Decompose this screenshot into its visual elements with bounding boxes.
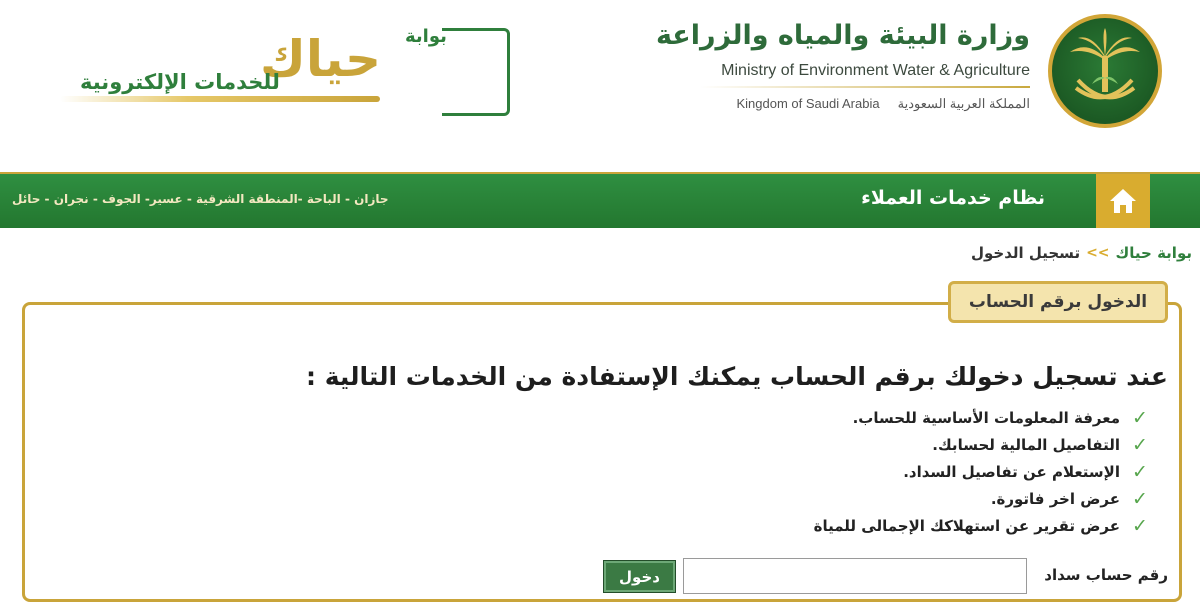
home-icon xyxy=(1108,187,1138,215)
list-item xyxy=(814,404,1150,431)
site-header xyxy=(0,0,1200,172)
benefit-text: عرض تقرير عن استهلاكك الإجمالى للمياة xyxy=(813,516,1120,535)
login-panel-tab xyxy=(948,281,1168,323)
header-divider-line xyxy=(700,86,1030,88)
services-intro-text: عند تسجيل دخولك برقم الحساب يمكنك الإستفادة من الخدمات التالية : xyxy=(306,362,1168,391)
regions-list: جازان - الباحة -المنطقة الشرقية - عسير- الجوف - نجران - حائل xyxy=(12,192,389,206)
ministry-name-arabic: وزارة البيئة والمياه والزراعة xyxy=(655,20,1030,51)
system-title: نظام خدمات العملاء xyxy=(861,187,1045,209)
breadcrumb xyxy=(971,244,1192,262)
panel-tab-title: الدخول برقم الحساب xyxy=(968,292,1148,312)
benefit-text: الإستعلام عن تفاصيل السداد. xyxy=(903,462,1120,481)
list-item xyxy=(814,485,1150,512)
ministry-emblem-logo xyxy=(1048,14,1162,128)
logo-brand-word: حياك xyxy=(260,30,382,88)
check-icon: ✓ xyxy=(1132,433,1148,456)
benefits-list xyxy=(814,404,1150,539)
benefit-text: عرض اخر فاتورة. xyxy=(990,489,1120,508)
kingdom-arabic: المملكة العربية السعودية xyxy=(897,96,1030,111)
logo-swoosh xyxy=(60,96,380,102)
breadcrumb-separator-icon: >> xyxy=(1086,245,1110,261)
check-icon: ✓ xyxy=(1132,514,1148,537)
breadcrumb-current: تسجيل الدخول xyxy=(970,244,1081,262)
account-number-label: رقم حساب سداد xyxy=(1044,566,1168,584)
benefit-text: التفاصيل المالية لحسابك. xyxy=(932,435,1120,454)
kingdom-english: Kingdom of Saudi Arabia xyxy=(736,96,880,111)
ministry-name-english: Ministry of Environment Water & Agriculture xyxy=(721,62,1030,79)
benefit-text: معرفة المعلومات الأساسية للحساب. xyxy=(852,408,1120,427)
list-item xyxy=(814,458,1150,485)
logo-portal-word: بوابة xyxy=(405,26,447,47)
main-nav-bar xyxy=(0,172,1200,228)
list-item xyxy=(814,431,1150,458)
hayak-portal-logo[interactable] xyxy=(60,26,455,122)
account-number-input[interactable] xyxy=(683,558,1027,594)
palm-swords-emblem-icon xyxy=(1052,18,1158,124)
logo-door-frame xyxy=(442,28,510,116)
kingdom-line xyxy=(736,96,1030,112)
breadcrumb-home-link[interactable]: بوابة حياك xyxy=(1115,244,1192,262)
check-icon: ✓ xyxy=(1132,487,1148,510)
check-icon: ✓ xyxy=(1132,406,1148,429)
list-item xyxy=(814,512,1150,539)
logo-subtitle: للخدمات الإلكترونية xyxy=(80,70,280,94)
home-button[interactable] xyxy=(1096,174,1150,228)
login-button[interactable]: دخول xyxy=(603,560,676,593)
check-icon: ✓ xyxy=(1132,460,1148,483)
